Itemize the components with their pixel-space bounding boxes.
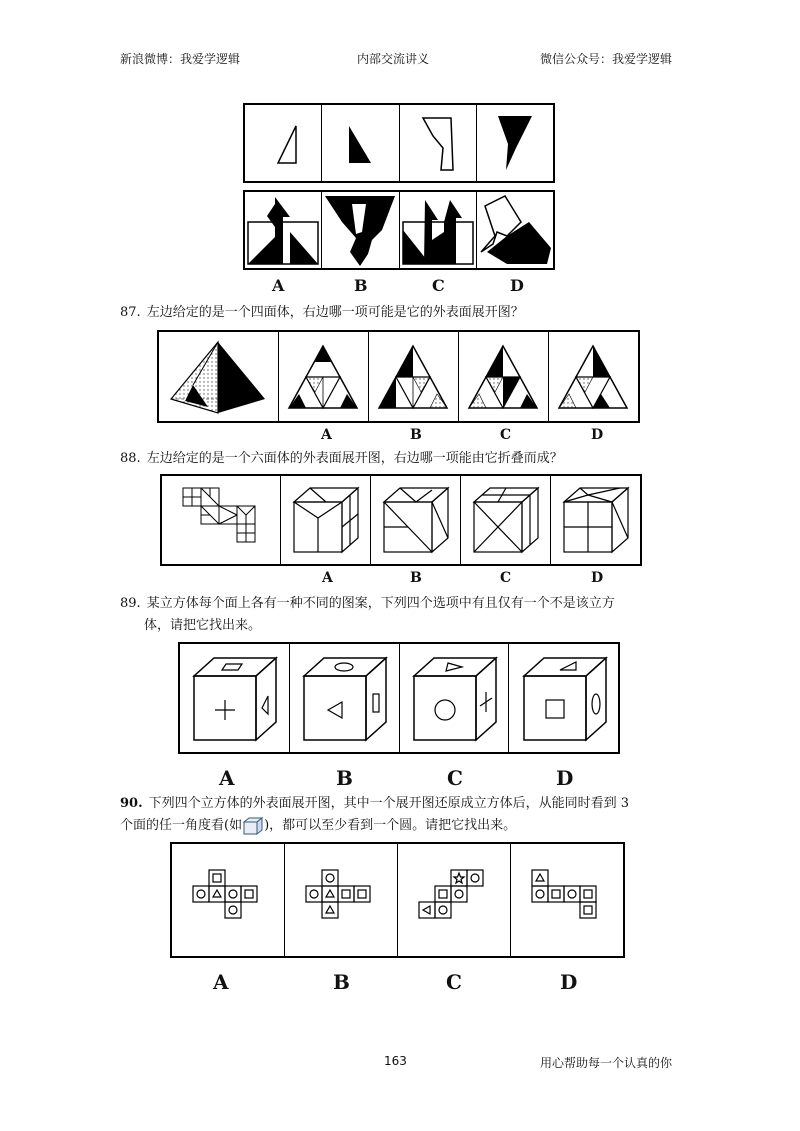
- q86-option-d[interactable]: [477, 192, 553, 268]
- q88-number: 88.: [120, 451, 141, 466]
- q88-option-c[interactable]: [461, 476, 551, 564]
- cube-icon: [242, 816, 264, 836]
- q89-label-a: A: [219, 766, 235, 790]
- q89-label-c: C: [447, 766, 463, 790]
- q86-label-d: D: [510, 276, 524, 295]
- q88-question: 左边给定的是一个六面体的外表面展开图，右边哪一项能由它折叠而成？: [146, 451, 563, 466]
- q89-option-a[interactable]: [180, 644, 290, 752]
- q87-text: [120, 302, 524, 324]
- q90-question-line2b: )，都可以至少看到一个圆。请把它找出来。: [264, 818, 517, 833]
- q87-label-b: B: [410, 427, 422, 443]
- q88-label-c: C: [500, 570, 512, 586]
- q89-option-c[interactable]: [400, 644, 510, 752]
- q89-label-b: B: [336, 766, 353, 790]
- q87-option-c[interactable]: [459, 332, 549, 421]
- q88-label-a: A: [322, 570, 333, 586]
- q88-figure-row: [160, 474, 642, 566]
- q87-label-c: C: [500, 427, 512, 443]
- q90-option-a[interactable]: [172, 844, 285, 956]
- q89-option-b[interactable]: [290, 644, 400, 752]
- q86-options-row: [243, 190, 555, 270]
- q88-net: [162, 476, 281, 564]
- q87-option-b[interactable]: [369, 332, 459, 421]
- q90-question-line2a: 个面的任一角度看(如: [120, 818, 243, 833]
- q87-option-d[interactable]: [549, 332, 638, 421]
- q86-given-figure-4: [477, 105, 553, 181]
- q89-figure-row: [178, 642, 620, 754]
- q86-given-figure-3: [400, 105, 477, 181]
- q86-option-c[interactable]: [400, 192, 477, 268]
- q90-label-c: C: [446, 970, 462, 994]
- q87-tetrahedron: [159, 332, 279, 421]
- q90-text: [120, 793, 629, 837]
- header-center: 内部交流讲义: [357, 52, 430, 66]
- q90-figure-row: [170, 842, 625, 958]
- q89-option-d[interactable]: [509, 644, 618, 752]
- q89-question-line1: 某立方体每个面上各有一种不同的图案，下列四个选项中有且仅有一个不是该立方: [146, 596, 615, 611]
- q88-text: [120, 448, 563, 470]
- q87-option-a[interactable]: [279, 332, 369, 421]
- q89-label-d: D: [556, 766, 574, 790]
- q89-question-line2: 体，请把它找出来。: [144, 618, 262, 633]
- q88-option-b[interactable]: [371, 476, 461, 564]
- q90-label-d: D: [560, 970, 578, 994]
- footer-slogan: 用心帮助每一个认真的你: [540, 1056, 673, 1070]
- q86-label-b: B: [354, 276, 368, 295]
- q86-given-figure-1: [245, 105, 322, 181]
- q88-option-a[interactable]: [281, 476, 371, 564]
- q87-number: 87.: [120, 305, 141, 320]
- q89-text: [120, 593, 615, 637]
- q90-option-b[interactable]: [285, 844, 398, 956]
- q90-option-d[interactable]: [511, 844, 623, 956]
- q90-question-line1: 下列四个立方体的外表面展开图，其中一个展开图还原成立方体后，从能同时看到 3: [148, 796, 630, 811]
- q89-number: 89.: [120, 596, 141, 611]
- q90-number: 90.: [120, 796, 143, 811]
- q86-given-row: [243, 103, 555, 183]
- q90-label-b: B: [333, 970, 350, 994]
- q86-option-b[interactable]: [322, 192, 399, 268]
- q90-label-a: A: [213, 970, 229, 994]
- q88-option-d[interactable]: [551, 476, 640, 564]
- q88-label-b: B: [410, 570, 422, 586]
- q87-question: 左边给定的是一个四面体，右边哪一项可能是它的外表面展开图？: [146, 305, 524, 320]
- q87-label-d: D: [591, 427, 604, 443]
- q86-label-a: A: [272, 276, 285, 295]
- q86-option-a[interactable]: [245, 192, 322, 268]
- header-left: 新浪微博：我爱学逻辑: [120, 52, 241, 66]
- q87-label-a: A: [321, 427, 332, 443]
- page-number: 163: [384, 1054, 407, 1068]
- q90-option-c[interactable]: [398, 844, 511, 956]
- q86-label-c: C: [432, 276, 445, 295]
- q87-figure-row: [157, 330, 640, 423]
- header-right: 微信公众号：我爱学逻辑: [540, 52, 673, 66]
- q86-given-figure-2: [322, 105, 399, 181]
- q88-label-d: D: [591, 570, 604, 586]
